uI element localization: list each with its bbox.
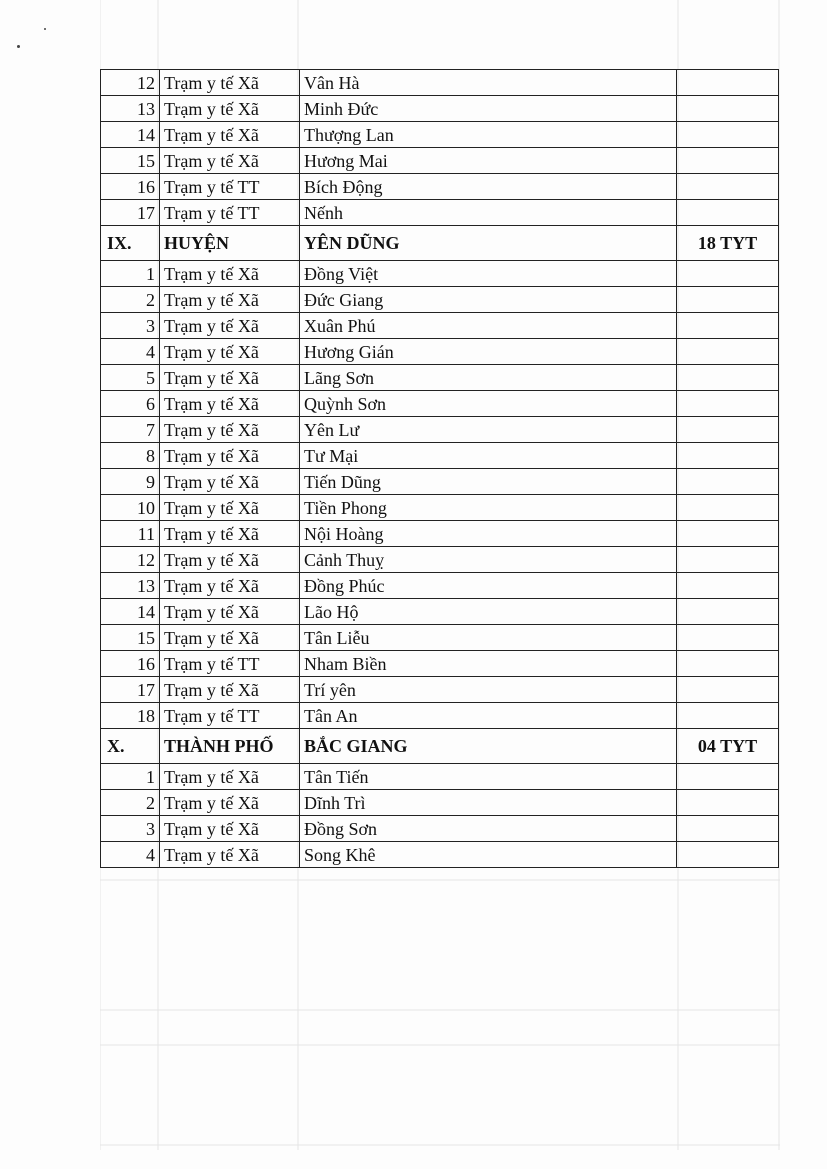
table-row [101,469,779,495]
commune-name: Hương Mai [300,148,677,174]
commune-name: Tân Tiến [300,764,677,790]
station-type: Trạm y tế Xã [160,842,300,868]
note-cell [677,261,779,287]
row-number: 15 [101,148,160,174]
row-number: 5 [101,365,160,391]
row-number: 11 [101,521,160,547]
note-cell [677,495,779,521]
row-number: 16 [101,651,160,677]
station-type: Trạm y tế Xã [160,313,300,339]
row-number: 14 [101,599,160,625]
table-row [101,764,779,790]
table-row [101,547,779,573]
row-number: 4 [101,842,160,868]
note-cell [677,547,779,573]
row-number: 3 [101,313,160,339]
commune-name: Minh Đức [300,96,677,122]
table-row [101,287,779,313]
commune-name: Hương Gián [300,339,677,365]
commune-name: Thượng Lan [300,122,677,148]
note-cell [677,469,779,495]
table-row [101,443,779,469]
station-type: Trạm y tế Xã [160,287,300,313]
row-number: 7 [101,417,160,443]
table-row [101,313,779,339]
station-type: Trạm y tế Xã [160,443,300,469]
station-type: Trạm y tế TT [160,174,300,200]
table-row [101,790,779,816]
commune-name: Tiến Dũng [300,469,677,495]
commune-name: Nham Biền [300,651,677,677]
section-name: BẮC GIANG [300,729,677,764]
station-type: Trạm y tế Xã [160,599,300,625]
commune-name: Tư Mại [300,443,677,469]
table-row [101,122,779,148]
section-number: IX. [101,226,160,261]
health-station-table [100,69,779,868]
table-row [101,625,779,651]
commune-name: Tiền Phong [300,495,677,521]
row-number: 2 [101,790,160,816]
table-row [101,521,779,547]
commune-name: Tân Liễu [300,625,677,651]
row-number: 6 [101,391,160,417]
note-cell [677,174,779,200]
commune-name: Cảnh Thuỵ [300,547,677,573]
note-cell [677,365,779,391]
commune-name: Song Khê [300,842,677,868]
note-cell [677,764,779,790]
station-type: Trạm y tế Xã [160,96,300,122]
table-row [101,651,779,677]
table-row [101,365,779,391]
row-number: 12 [101,70,160,96]
commune-name: Đồng Phúc [300,573,677,599]
note-cell [677,625,779,651]
table-row [101,70,779,96]
row-number: 9 [101,469,160,495]
table-row [101,148,779,174]
commune-name: Yên Lư [300,417,677,443]
row-number: 17 [101,677,160,703]
table-row [101,842,779,868]
station-type: Trạm y tế Xã [160,790,300,816]
table-row [101,174,779,200]
scan-speck [44,28,46,30]
row-number: 13 [101,96,160,122]
row-number: 16 [101,174,160,200]
station-type: Trạm y tế Xã [160,261,300,287]
note-cell [677,677,779,703]
table-row [101,573,779,599]
note-cell [677,443,779,469]
table-row [101,200,779,226]
note-cell [677,816,779,842]
note-cell [677,521,779,547]
table-row [101,391,779,417]
row-number: 12 [101,547,160,573]
note-cell [677,148,779,174]
station-type: Trạm y tế Xã [160,365,300,391]
commune-name: Nếnh [300,200,677,226]
table-row [101,261,779,287]
table-row [101,703,779,729]
table-row [101,677,779,703]
station-type: Trạm y tế Xã [160,122,300,148]
note-cell [677,200,779,226]
note-cell [677,599,779,625]
station-type: Trạm y tế Xã [160,521,300,547]
commune-name: Dĩnh Trì [300,790,677,816]
station-type: Trạm y tế Xã [160,677,300,703]
row-number: 8 [101,443,160,469]
commune-name: Đồng Sơn [300,816,677,842]
row-number: 17 [101,200,160,226]
commune-name: Tân An [300,703,677,729]
table-row [101,599,779,625]
commune-name: Trí yên [300,677,677,703]
row-number: 4 [101,339,160,365]
station-type: Trạm y tế Xã [160,495,300,521]
section-header-row [101,729,779,764]
row-number: 3 [101,816,160,842]
note-cell [677,790,779,816]
station-type: Trạm y tế TT [160,651,300,677]
row-number: 1 [101,261,160,287]
section-type: THÀNH PHỐ [160,729,300,764]
commune-name: Lão Hộ [300,599,677,625]
note-cell [677,573,779,599]
row-number: 10 [101,495,160,521]
station-type: Trạm y tế Xã [160,70,300,96]
station-type: Trạm y tế Xã [160,339,300,365]
note-cell [677,651,779,677]
note-cell [677,70,779,96]
note-cell [677,703,779,729]
station-type: Trạm y tế TT [160,703,300,729]
commune-name: Lãng Sơn [300,365,677,391]
note-cell [677,417,779,443]
row-number: 14 [101,122,160,148]
commune-name: Đồng Việt [300,261,677,287]
note-cell [677,122,779,148]
row-number: 18 [101,703,160,729]
row-number: 13 [101,573,160,599]
note-cell [677,313,779,339]
table-row [101,816,779,842]
row-number: 1 [101,764,160,790]
note-cell [677,96,779,122]
station-type: Trạm y tế Xã [160,816,300,842]
table-row [101,339,779,365]
table-row [101,417,779,443]
station-type: Trạm y tế TT [160,200,300,226]
table-row [101,495,779,521]
row-number: 15 [101,625,160,651]
section-header-row [101,226,779,261]
note-cell [677,287,779,313]
note-cell [677,339,779,365]
commune-name: Đức Giang [300,287,677,313]
station-type: Trạm y tế Xã [160,469,300,495]
station-type: Trạm y tế Xã [160,417,300,443]
section-number: X. [101,729,160,764]
commune-name: Vân Hà [300,70,677,96]
table-row [101,96,779,122]
section-count: 18 TYT [677,226,779,261]
station-type: Trạm y tế Xã [160,573,300,599]
commune-name: Bích Động [300,174,677,200]
station-type: Trạm y tế Xã [160,764,300,790]
section-name: YÊN DŨNG [300,226,677,261]
table-body [101,70,779,868]
station-type: Trạm y tế Xã [160,391,300,417]
commune-name: Nội Hoàng [300,521,677,547]
station-type: Trạm y tế Xã [160,547,300,573]
station-type: Trạm y tế Xã [160,625,300,651]
section-count: 04 TYT [677,729,779,764]
scan-speck [17,45,20,48]
row-number: 2 [101,287,160,313]
station-type: Trạm y tế Xã [160,148,300,174]
note-cell [677,842,779,868]
commune-name: Quỳnh Sơn [300,391,677,417]
section-type: HUYỆN [160,226,300,261]
commune-name: Xuân Phú [300,313,677,339]
note-cell [677,391,779,417]
